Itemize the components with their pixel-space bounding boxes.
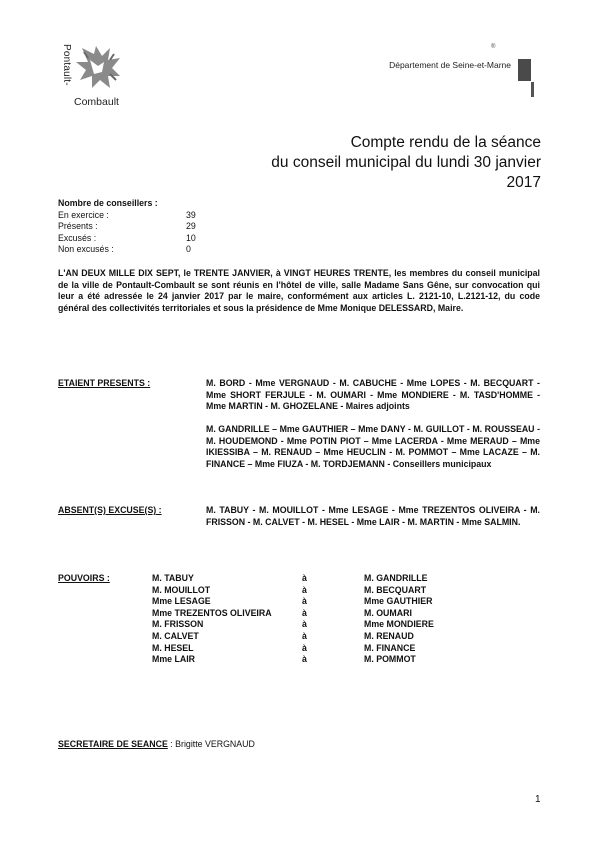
secretaire-name: Brigitte VERGNAUD: [175, 739, 255, 749]
logo-text-horizontal: Combault: [74, 96, 119, 108]
title-line-2: du conseil municipal du lundi 30 janvier: [271, 154, 541, 171]
councillor-counts: [58, 198, 196, 256]
presents-label: ETAIENT PRESENTS :: [58, 378, 151, 388]
secretaire-separator: :: [167, 739, 176, 749]
corner-mark: ®: [491, 44, 496, 50]
absents-list: M. TABUY - M. MOUILLOT - Mme LESAGE - Mme TREZENTOS OLIVEIRA - M. FRISSON - M. CALVET - M. HESEL - Mme LAIR - M. MARTIN - Mme SALMIN.: [206, 505, 540, 527]
pouvoirs-label: POUVOIRS :: [58, 573, 110, 583]
secretaire-label: SECRETAIRE DE SEANCE: [58, 739, 168, 749]
logo-text-vertical: Pontault-: [61, 44, 72, 86]
presents-adjoints: M. BORD - Mme VERGNAUD - M. CABUCHE - Mme LOPES - M. BECQUART - Mme SHORT FERJULE - M. OUMARI - Mme MONDIERE - M. TASD'HOMME - Mme MARTIN - M. GHOZELANE - Maires adjoints: [206, 378, 540, 412]
page: Pontault- Combault ® Département de Seine-et-Marne Compte rendu de la séance du conseil municipal du lundi 30 janvier 2017 Nombre de conseillers : En exercice : 39 Présents : 29 Excusés : 10 Non excusés : 0 L'AN DEUX MILLE DIX SEPT, le TRENTE JANVIER, à VINGT HEURES TRENTE, les membres du conseil municipal de la ville de Pontault-Combault se sont réunis en l'hôtel de ville, salle Madame Sans Gêne, sur convocation qui leur a été adressée le 24 janvier 2017 par le maire, conformément aux articles L. 2121-10, L.2121-12, du code général des collectivités territoriales et sous la présidence de Mme Monique DELESSARD, Maire. ETAIENT PRESENTS : M. BORD - Mme VERGNAUD - M. CABUCHE - Mme LOPES - M. BECQUART - Mme SHORT FERJULE - M. OUMARI - Mme MONDIERE - M. TASD'HOMME - Mme MARTIN - M. GHOZELANE - Maires adjoints M. GANDRILLE – Mme GAUTHIER – Mme DANY - M. GUILLOT - M. ROUSSEAU - M. HOUDEMOND - Mme POTIN PIOT – Mme LACERDA - Mme MERAUD – Mme IKIESSIBA – M. RENAUD – Mme HEUCLIN - M. POMMOT – Mme LACAZE – M. FINANCE – Mme FIUZA - M. TORDJEMANN - Conseillers municipaux ABSENT(S) EXCUSE(S) : M. TABUY - M. MOUILLOT - Mme LESAGE - Mme TREZENTOS OLIVEIRA - M. FRISSON - M. CALVET - M. HESEL - Mme LAIR - M. MARTIN - Mme SALMIN. POUVOIRS : M. TABUY à M. GANDRILLE M. MOUILLOT à M. BECQUART Mme LESAGE à Mme GAUTHIER Mme TREZENTOS OLIVEIRA à M. OUMARI M. FRISSON à Mme MONDIERE M. CALVET à M. RENAUD M. HESEL à M. FINANCE Mme LAIR à M. POMMOT SECRETAIRE DE SEANCE : Brigitte VERGNAUD 1: [58, 44, 541, 805]
department-name: Département de Seine-et-Marne: [389, 60, 511, 70]
count-row: Non excusés : 0: [58, 244, 191, 255]
city-logo: [60, 44, 140, 112]
department-logo-bar: [518, 59, 531, 81]
counts-heading: Nombre de conseillers :: [58, 198, 158, 208]
title-line-3: 2017: [506, 174, 541, 191]
presents-conseillers: M. GANDRILLE – Mme GAUTHIER – Mme DANY - M. GUILLOT - M. ROUSSEAU - M. HOUDEMOND - Mme POTIN PIOT – Mme LACERDA - Mme MERAUD – Mme IKIESSIBA – M. RENAUD – Mme HEUCLIN - M. POMMOT – Mme LACAZE – M. FINANCE – Mme FIUZA - M. TORDJEMANN - Conseillers municipaux: [206, 424, 540, 469]
count-row: Excusés : 10: [58, 232, 196, 243]
page-number: 1: [535, 794, 541, 805]
count-row: Présents : 29: [58, 221, 196, 232]
secretaire-de-seance: [58, 739, 255, 749]
intro-paragraph: L'AN DEUX MILLE DIX SEPT, le TRENTE JANVIER, à VINGT HEURES TRENTE, les membres du conseil municipal de la ville de Pontault-Combault se sont réunis en l'hôtel de ville, salle Madame Sans Gêne, sur convocation qui leur a été adressée le 24 janvier 2017 par le maire, conformément aux articles L. 2121-10, L.2121-12, du code général des collectivités territoriales et sous la présidence de Mme Monique DELESSARD, Maire.: [58, 268, 540, 313]
department-logo-bar-small: [531, 82, 534, 97]
document-title: [271, 133, 541, 193]
hand-leaf-logo-icon: [74, 44, 122, 90]
count-row: En exercice : 39: [58, 209, 196, 220]
title-line-1: Compte rendu de la séance: [350, 134, 541, 151]
absents-label: ABSENT(S) EXCUSE(S) :: [58, 505, 162, 515]
